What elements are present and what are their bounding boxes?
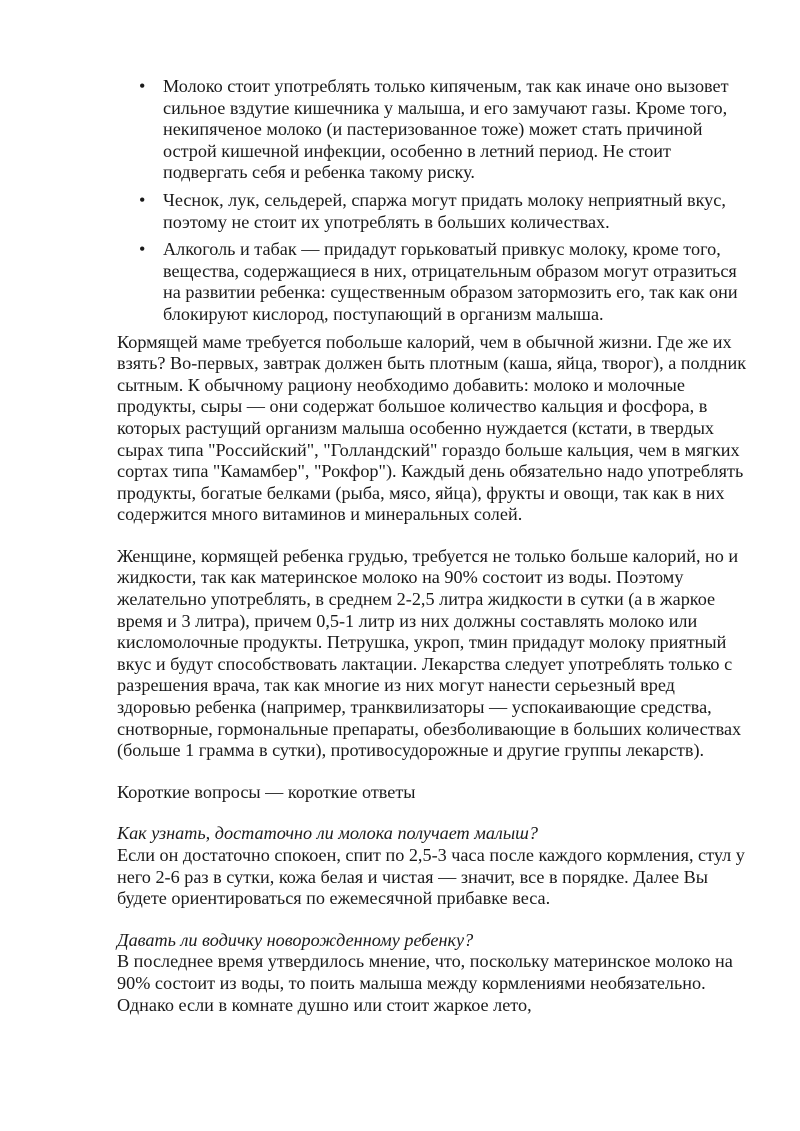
bullet-marker: • — [139, 189, 146, 210]
list-item — [117, 190, 747, 233]
paragraph-calories: Кормящей маме требуется побольше калорий, чем в обычной жизни. Где же их взять? Во-первых, завтрак должен быть плотным (каша, яйца, творог), а полдник сытным. К обычному рациону необходимо добавить: молоко и молочные продукты, сыры — они содержат большое количество кальция и фосфора, в которых растущий организм малыша особенно нуждается (кстати, в твердых сырах типа "Российский", "Голландский" гораздо больше кальция, чем в мягких сортах типа "Камамбер", "Рокфор"). Каждый день обязательно надо употреблять продукты, богатые белками (рыба, мясо, яйца), фрукты и овощи, так как в них содержится много витаминов и минеральных солей. — [117, 331, 747, 525]
list-item-text: Алкоголь и табак — придадут горьковатый привкус молоку, кроме того, вещества, содержащиеся в них, отрицательным образом могут отразиться на развитии ребенка: существенным образом затормозить его, так как они блокируют кислород, поступающий в организм малыша. — [163, 239, 738, 324]
bullet-marker: • — [139, 76, 146, 96]
list-item — [117, 239, 747, 325]
list-item — [117, 76, 747, 184]
answer-text: В последнее время утвердилось мнение, что, поскольку материнское молоко на 90% состоит из воды, то поить малыша между кормлениями необязательно. Однако если в комнате душно или стоит жаркое лето, — [117, 951, 733, 1015]
section-heading: Короткие вопросы — короткие ответы — [117, 781, 416, 802]
qa-block — [117, 823, 747, 909]
answer-text: Если он достаточно спокоен, спит по 2,5-3 часа после каждого кормления, стул у него 2-6 раз в сутки, кожа белая и чистая — значит, все в порядке. Далее Вы будете ориентироваться по ежемесячной прибавке веса. — [117, 845, 745, 909]
bullet-list — [117, 76, 747, 326]
document-page — [117, 76, 747, 1036]
list-item-text: Чеснок, лук, сельдерей, спаржа могут придать молоку неприятный вкус, поэтому не стоит их употреблять в больших количествах. — [163, 189, 726, 232]
question-text: Давать ли водичку новорожденному ребенку? — [117, 929, 474, 950]
list-item-text: Молоко стоит употреблять только кипяченым, так как иначе оно вызовет сильное вздутие кишечника у малыша, и его замучают газы. Кроме того, некипяченое молоко (и пастеризованное тоже) может стать причиной острой кишечной инфекции, особенно в летний период. Не стоит подвергать себя и ребенка такому риску. — [163, 76, 729, 183]
question-text: Как узнать, достаточно ли молока получает малыш? — [117, 823, 539, 844]
qa-block — [117, 930, 747, 1016]
bullet-marker: • — [139, 239, 146, 260]
paragraph-fluids: Женщине, кормящей ребенка грудью, требуется не только больше калорий, но и жидкости, так как материнское молоко на 90% состоит из воды. Поэтому желательно употреблять, в среднем 2-2,5 литра жидкости в сутки (а в жаркое время и 3 литра), причем 0,5-1 литр из них должны составлять молоко или кисломолочные продукты. Петрушка, укроп, тмин придадут молоку приятный вкус и будут способствовать лактации. Лекарства следует употреблять только с разрешения врача, так как многие из них могут нанести серьезный вред здоровью ребенка (например, транквилизаторы — успокаивающие средства, снотворные, гормональные препараты, обезболивающие в больших количествах (больше 1 грамма в сутки), противосудорожные и другие группы лекарств). — [117, 545, 742, 761]
